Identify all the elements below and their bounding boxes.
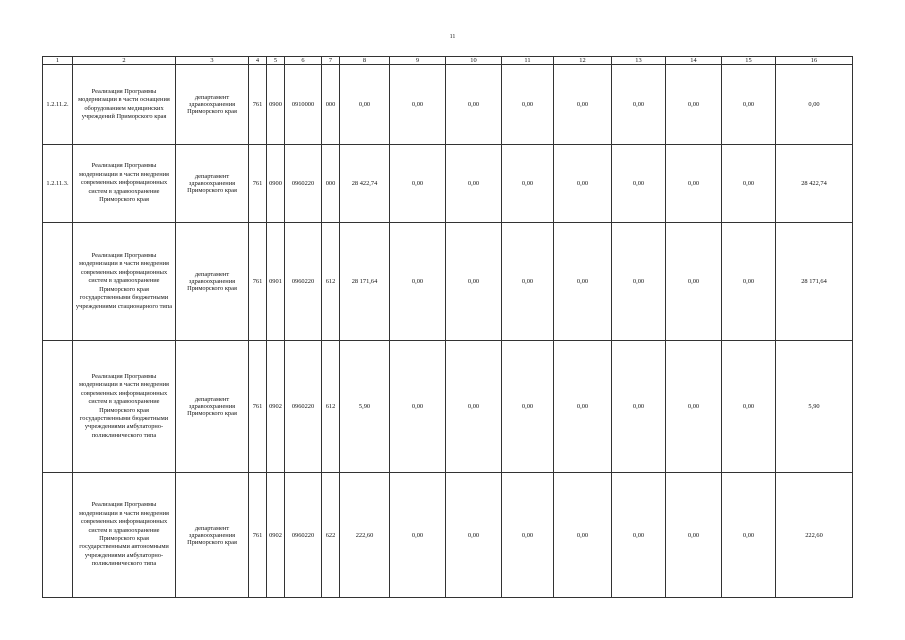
row-value: 0,00 <box>666 145 722 223</box>
row-csr: 0960220 <box>285 473 322 598</box>
column-header: 16 <box>776 57 853 65</box>
column-header: 13 <box>612 57 666 65</box>
column-header: 4 <box>249 57 267 65</box>
row-value: 0,00 <box>722 65 776 145</box>
table-row <box>43 145 853 223</box>
table-row <box>43 223 853 341</box>
row-vr: 622 <box>322 473 340 598</box>
row-value: 0,00 <box>722 473 776 598</box>
row-name: Реализация Программы модернизации в части внедрения современных информационных систем в здравоохранение Приморского края государственными бюджетными учреждениями стационарного типа <box>73 223 176 341</box>
row-agency: департамент здравоохранения Приморского края <box>176 473 249 598</box>
row-code <box>43 473 73 598</box>
row-rzpr: 0902 <box>267 473 285 598</box>
row-agency: департамент здравоохранения Приморского края <box>176 145 249 223</box>
column-header: 12 <box>554 57 612 65</box>
column-header: 3 <box>176 57 249 65</box>
row-total: 28 171,64 <box>776 223 853 341</box>
row-value: 28 171,64 <box>340 223 390 341</box>
column-header: 6 <box>285 57 322 65</box>
row-value: 222,60 <box>340 473 390 598</box>
row-value: 0,00 <box>340 65 390 145</box>
row-name: Реализация Программы модернизации в части внедрения современных информационных систем в здравоохранение Приморского края государственными автономными учреждениями амбулаторно-поликлинического типа <box>73 473 176 598</box>
column-header: 8 <box>340 57 390 65</box>
column-header: 15 <box>722 57 776 65</box>
row-value: 0,00 <box>554 223 612 341</box>
row-value: 0,00 <box>554 341 612 473</box>
row-csr: 0960220 <box>285 341 322 473</box>
column-header: 2 <box>73 57 176 65</box>
page-number: 11 <box>449 34 456 40</box>
column-header: 7 <box>322 57 340 65</box>
row-grbs: 761 <box>249 65 267 145</box>
row-value: 0,00 <box>666 223 722 341</box>
row-value: 0,00 <box>502 145 554 223</box>
row-value: 0,00 <box>554 473 612 598</box>
row-agency: департамент здравоохранения Приморского края <box>176 65 249 145</box>
row-value: 0,00 <box>502 341 554 473</box>
row-value: 0,00 <box>390 341 446 473</box>
row-code <box>43 341 73 473</box>
row-name: Реализация Программы модернизации в части внедрения современных информационных систем в здравоохранение Приморского края <box>73 145 176 223</box>
row-value: 0,00 <box>554 145 612 223</box>
row-vr: 000 <box>322 145 340 223</box>
table-row <box>43 473 853 598</box>
row-value: 28 422,74 <box>340 145 390 223</box>
row-total: 222,60 <box>776 473 853 598</box>
column-header: 10 <box>446 57 502 65</box>
row-agency: департамент здравоохранения Приморского края <box>176 223 249 341</box>
row-value: 0,00 <box>612 341 666 473</box>
row-value: 0,00 <box>722 145 776 223</box>
row-value: 0,00 <box>390 65 446 145</box>
row-code: 1.2.11.2. <box>43 65 73 145</box>
row-value: 0,00 <box>502 473 554 598</box>
row-value: 0,00 <box>612 473 666 598</box>
row-value: 0,00 <box>502 65 554 145</box>
row-csr: 0910000 <box>285 65 322 145</box>
column-header: 14 <box>666 57 722 65</box>
row-name: Реализация Программы модернизации в части оснащения оборудованием медицинских учреждений Приморского края <box>73 65 176 145</box>
row-rzpr: 0901 <box>267 223 285 341</box>
row-value: 0,00 <box>502 223 554 341</box>
row-grbs: 761 <box>249 341 267 473</box>
row-value: 5,90 <box>340 341 390 473</box>
row-value: 0,00 <box>446 341 502 473</box>
row-csr: 0960220 <box>285 145 322 223</box>
row-value: 0,00 <box>446 145 502 223</box>
row-value: 0,00 <box>612 145 666 223</box>
row-value: 0,00 <box>612 223 666 341</box>
row-total: 0,00 <box>776 65 853 145</box>
row-value: 0,00 <box>390 223 446 341</box>
row-value: 0,00 <box>612 65 666 145</box>
column-header: 1 <box>43 57 73 65</box>
row-value: 0,00 <box>390 145 446 223</box>
row-code <box>43 223 73 341</box>
row-vr: 000 <box>322 65 340 145</box>
row-total: 28 422,74 <box>776 145 853 223</box>
header-row <box>43 57 853 65</box>
row-value: 0,00 <box>722 341 776 473</box>
row-value: 0,00 <box>722 223 776 341</box>
row-value: 0,00 <box>666 65 722 145</box>
row-grbs: 761 <box>249 145 267 223</box>
row-value: 0,00 <box>666 473 722 598</box>
row-grbs: 761 <box>249 223 267 341</box>
column-header: 5 <box>267 57 285 65</box>
row-value: 0,00 <box>390 473 446 598</box>
row-vr: 612 <box>322 341 340 473</box>
column-header: 11 <box>502 57 554 65</box>
row-value: 0,00 <box>554 65 612 145</box>
row-rzpr: 0902 <box>267 341 285 473</box>
row-code: 1.2.11.3. <box>43 145 73 223</box>
row-value: 0,00 <box>446 65 502 145</box>
row-value: 0,00 <box>446 473 502 598</box>
row-agency: департамент здравоохранения Приморского края <box>176 341 249 473</box>
column-header: 9 <box>390 57 446 65</box>
row-rzpr: 0900 <box>267 65 285 145</box>
row-vr: 612 <box>322 223 340 341</box>
row-grbs: 761 <box>249 473 267 598</box>
row-value: 0,00 <box>446 223 502 341</box>
row-csr: 0960220 <box>285 223 322 341</box>
row-value: 0,00 <box>666 341 722 473</box>
table-row <box>43 65 853 145</box>
row-total: 5,90 <box>776 341 853 473</box>
budget-table <box>42 56 853 598</box>
row-rzpr: 0900 <box>267 145 285 223</box>
table-row <box>43 341 853 473</box>
row-name: Реализация Программы модернизации в части внедрения современных информационных систем в здравоохранение Приморского края государственными бюджетными учреждениями амбулаторно-поликлинического типа <box>73 341 176 473</box>
